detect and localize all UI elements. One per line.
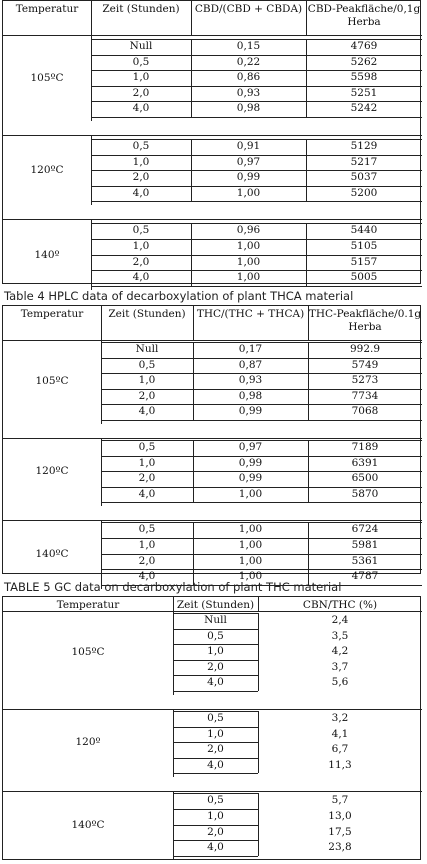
table-cell: 23,8 [328, 841, 352, 854]
cbn-gc-table [2, 596, 421, 860]
table-cell: 4769 [350, 40, 378, 52]
table-cell: 5105 [350, 240, 378, 252]
table-cell: 0,5 [132, 55, 150, 68]
table-cell: 6500 [351, 472, 379, 485]
table-cell: 0,15 [236, 40, 261, 52]
table-cell: 5870 [351, 487, 379, 500]
table-cell: 2,0 [132, 86, 150, 99]
table-cell: 2,0 [207, 825, 224, 838]
table-cell: 1,0 [138, 456, 156, 469]
table-cell: 4,0 [132, 102, 150, 115]
table-cell: 3,7 [331, 660, 349, 673]
thc-hplc-table [2, 305, 422, 583]
table-cell: 1,0 [207, 810, 224, 822]
table-cell: 1,0 [207, 727, 224, 740]
table-cell: 2,0 [207, 660, 224, 673]
table-cell: 1,00 [236, 271, 261, 284]
table-4-caption: Table 4 HPLC data of decarboxylation of plant THCA material [4, 289, 354, 303]
table-cell: 0,99 [238, 472, 263, 485]
table-cell: 1,00 [238, 523, 263, 536]
table-cell: 1,0 [132, 71, 150, 84]
table-cell: 1,0 [138, 374, 156, 387]
table-cell: 1,0 [132, 155, 150, 168]
table-cell: 0,97 [238, 441, 263, 453]
table-cell: 0,87 [238, 358, 263, 371]
table-cell: 1,00 [236, 240, 261, 252]
table-cell: 4,0 [138, 570, 156, 583]
table-cell: 5157 [350, 255, 378, 268]
table-cell: 2,0 [138, 554, 156, 567]
table-cell: 5,6 [331, 676, 349, 689]
table-cell: 4,0 [207, 676, 224, 689]
table-cell: 1,0 [207, 645, 224, 658]
table-cell: Null [135, 343, 159, 355]
temperature-label: 105ºC [30, 72, 64, 84]
table-cell: 5440 [350, 224, 378, 237]
table-cell: 0,5 [132, 140, 150, 152]
table-cell: 6391 [351, 456, 379, 469]
column-header: THC/(THC + THCA) [196, 308, 305, 320]
temperature-label: 105ºC [71, 646, 105, 658]
table-cell: 4,0 [138, 405, 156, 418]
table-cell: 0,98 [238, 389, 263, 402]
table-cell: 0,96 [236, 224, 261, 237]
temperature-label: 140ºC [35, 547, 69, 560]
table-cell: 5749 [351, 358, 379, 371]
temperature-label: 120ºC [35, 465, 69, 478]
table-cell: 3,5 [331, 629, 349, 642]
table-cell: 0,98 [236, 102, 261, 115]
table-cell: 5598 [350, 71, 378, 84]
table-cell: 0,99 [236, 171, 261, 184]
table-cell: 5273 [351, 374, 379, 387]
table-cell: 4,0 [138, 487, 156, 500]
column-header: Temperatur [56, 599, 120, 611]
table-cell: 0,5 [207, 712, 224, 724]
column-header: Zeit (Stunden) [108, 308, 186, 320]
column-header: CBN/THC (%) [302, 599, 378, 611]
column-header: Temperatur [15, 3, 79, 15]
table-cell: 0,5 [207, 794, 224, 807]
table-cell: 5242 [350, 102, 378, 115]
table-cell: 11,3 [328, 758, 352, 771]
table-cell: 6,7 [331, 743, 349, 756]
table-cell: 0,5 [132, 224, 150, 237]
table-cell: 2,0 [138, 472, 156, 485]
table-cell: 5200 [350, 186, 378, 199]
table-cell: 0,17 [238, 343, 263, 355]
table-cell: 0,5 [138, 358, 156, 371]
temperature-label: 140ºC [71, 818, 105, 831]
table-cell: 0,93 [236, 86, 261, 99]
table-cell: 1,00 [236, 186, 261, 199]
column-header: Temperatur [20, 308, 84, 320]
table-cell: 4,0 [132, 186, 150, 199]
table-cell: 3,2 [331, 712, 349, 724]
table-cell: 0,5 [138, 523, 156, 536]
table-cell: 5129 [350, 140, 378, 152]
table-cell: 1,00 [238, 554, 263, 567]
cbd-decarboxylation-table [2, 0, 421, 284]
column-header: Zeit (Stunden) [102, 3, 180, 15]
table-cell: 7189 [351, 441, 379, 453]
table-cell: 992.9 [349, 343, 381, 355]
table-cell: 5251 [350, 86, 378, 99]
column-header: CBD/(CBD + CBDA) [194, 3, 303, 15]
temperature-label: 120ºC [30, 164, 64, 177]
table-cell: 4,0 [207, 758, 224, 771]
table-cell: Null [129, 40, 153, 52]
table-5-caption: TABLE 5 GC data on decarboxylation of plant THC material [4, 580, 342, 594]
temperature-label: 105ºC [35, 375, 69, 387]
table-cell: 5005 [350, 271, 378, 284]
table-cell: 0,99 [238, 405, 263, 418]
table-cell: Null [204, 614, 227, 626]
table-cell: 0,93 [238, 374, 263, 387]
table-cell: 2,0 [207, 743, 224, 756]
table-cell: 0,5 [138, 441, 156, 453]
temperature-label: 120º [75, 736, 101, 749]
temperature-label: 140º [34, 248, 60, 261]
table-cell: 5,7 [331, 794, 349, 807]
table-cell: 1,00 [238, 487, 263, 500]
table-cell: 0,99 [238, 456, 263, 469]
table-cell: 4,1 [331, 727, 349, 740]
table-cell: 4,0 [132, 271, 150, 284]
column-header: Zeit (Stunden) [176, 599, 255, 611]
table-cell: 2,0 [132, 255, 150, 268]
column-header: THC-Peakfläche/0.1g Herba [308, 308, 422, 333]
table-cell: 1,00 [238, 570, 263, 583]
table-cell: 2,0 [132, 171, 150, 184]
table-cell: 0,91 [236, 140, 261, 152]
table-cell: 17,5 [328, 825, 352, 838]
table-cell: 0,86 [236, 71, 261, 84]
table-cell: 1,0 [138, 539, 156, 551]
column-header: CBD-Peakfläche/0,1g Herba [307, 3, 421, 28]
table-cell: 4787 [351, 570, 379, 583]
table-cell: 7734 [351, 389, 379, 402]
table-cell: 13,0 [328, 810, 352, 822]
table-cell: 0,97 [236, 155, 261, 168]
table-cell: 5361 [351, 554, 379, 567]
table-cell: 7068 [351, 405, 379, 418]
table-cell: 0,5 [207, 629, 224, 642]
table-cell: 5037 [350, 171, 378, 184]
table-cell: 0,22 [236, 55, 261, 68]
table-cell: 4,2 [331, 645, 349, 658]
table-cell: 5262 [350, 55, 378, 68]
table-cell: 6724 [351, 523, 379, 536]
table-cell: 5981 [351, 539, 379, 551]
table-cell: 1,0 [132, 240, 150, 252]
table-cell: 2,4 [331, 614, 349, 626]
table-cell: 5217 [350, 155, 378, 168]
table-cell: 1,00 [236, 255, 261, 268]
table-cell: 4,0 [207, 841, 224, 854]
table-cell: 2,0 [138, 389, 156, 402]
table-cell: 1,00 [238, 539, 263, 551]
